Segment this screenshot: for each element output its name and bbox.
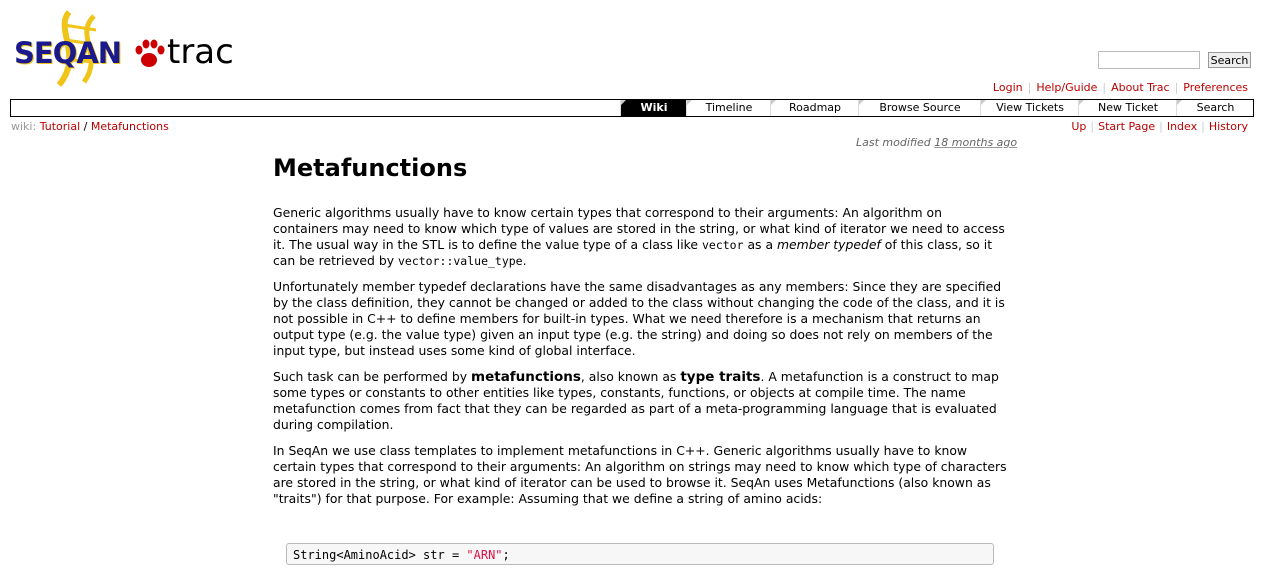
text: . A metafunction is a construct to map some types or constants to other entities like types, constants, functions, or objects at compile time. The name metafunction comes from fact that they can be regarded as part of a meta-programming language that is evaluated during compilation. bbox=[273, 369, 999, 432]
breadcrumb-label: wiki: bbox=[11, 120, 37, 133]
text: as a bbox=[743, 237, 777, 252]
bold-type-traits: type traits bbox=[680, 369, 761, 385]
paragraph-3 bbox=[273, 369, 1008, 433]
start-page-link[interactable]: Start Page bbox=[1098, 120, 1156, 133]
text: of this class, so it can be retrieved by bbox=[273, 237, 993, 268]
index-link[interactable]: Index bbox=[1166, 120, 1198, 133]
seqan-logo-text: SEQAN bbox=[14, 36, 122, 70]
text: Such task can be performed by bbox=[273, 369, 472, 384]
preferences-link[interactable]: Preferences bbox=[1183, 81, 1248, 94]
code-value-type: vector::value_type bbox=[397, 254, 523, 268]
tab-browse-source[interactable]: Browse Source bbox=[858, 100, 981, 116]
last-modified-prefix: Last modified bbox=[856, 136, 935, 149]
main-navigation bbox=[10, 99, 1254, 117]
search-form bbox=[1098, 51, 1200, 70]
tab-new-ticket[interactable]: New Ticket bbox=[1078, 100, 1177, 116]
code-text: ; bbox=[502, 548, 510, 562]
separator: | bbox=[1174, 81, 1179, 94]
paragraph-2: Unfortunately member typedef declarations have the same disadvantages as any members: Since they are specified by the class definition, they cannot be changed or added to the class without changing the code of the class, and it is not possible in C++ to define members for built-in types. What we need therefore is a mechanism that returns an output type (e.g. the value type) given an input type (e.g. the string) and doing so does not rely on members of the input type, but instead uses some kind of global interface. bbox=[273, 279, 1005, 358]
wiki-content bbox=[273, 150, 1008, 517]
separator: | bbox=[1159, 120, 1163, 133]
tab-timeline[interactable]: Timeline bbox=[686, 100, 771, 116]
trac-logo-text: trac bbox=[167, 32, 234, 72]
text: . bbox=[522, 253, 527, 268]
last-modified-age-link[interactable]: 18 months ago bbox=[934, 136, 1018, 149]
code-block bbox=[286, 543, 994, 565]
tab-view-tickets[interactable]: View Tickets bbox=[980, 100, 1079, 116]
separator: | bbox=[1027, 81, 1032, 94]
help-guide-link[interactable]: Help/Guide bbox=[1036, 81, 1098, 94]
context-navigation bbox=[1071, 120, 1248, 133]
code-text: String<AminoAcid> str = bbox=[293, 548, 467, 562]
about-trac-link[interactable]: About Trac bbox=[1111, 81, 1170, 94]
paragraph-4: In SeqAn we use class templates to implement metafunctions in C++. Generic algorithms usually have to know certain types that correspond to their arguments: An algorithm on strings may need to know which type of characters are stored in the string, or what kind of iterator can be used to browse it. SeqAn uses Metafunctions (also known as "traits") for that purpose. For example: Assuming that we define a string of amino acids: bbox=[273, 443, 1007, 506]
emphasis-member-typedef: member typedef bbox=[776, 237, 881, 252]
separator: | bbox=[1201, 120, 1205, 133]
tab-roadmap[interactable]: Roadmap bbox=[770, 100, 859, 116]
seqan-trac-logo[interactable] bbox=[14, 10, 234, 90]
history-link[interactable]: History bbox=[1208, 120, 1248, 133]
breadcrumb-separator: / bbox=[83, 120, 88, 133]
meta-navigation bbox=[993, 81, 1248, 94]
tab-wiki[interactable]: Wiki bbox=[620, 100, 687, 116]
tab-search[interactable]: Search bbox=[1176, 100, 1254, 116]
search-input[interactable] bbox=[1098, 51, 1200, 69]
last-modified bbox=[856, 136, 1017, 149]
separator: | bbox=[1102, 81, 1107, 94]
search-button[interactable]: Search bbox=[1208, 52, 1251, 68]
breadcrumb-tutorial[interactable]: Tutorial bbox=[39, 120, 81, 133]
page-title: Metafunctions bbox=[273, 154, 468, 182]
code-vector: vector bbox=[701, 238, 744, 252]
up-link[interactable]: Up bbox=[1071, 120, 1087, 133]
separator: | bbox=[1090, 120, 1095, 133]
text: , also known as bbox=[580, 369, 681, 384]
breadcrumb bbox=[11, 120, 169, 133]
text: Generic algorithms usually have to know certain types that correspond to their arguments: An algorithm on containers may need to know which type of values are stored in the string, or what kind of iterator we need to access it. The usual way in the STL is to define the value type of a class like bbox=[273, 205, 1005, 252]
paragraph-1 bbox=[273, 205, 1008, 269]
paw-icon bbox=[132, 38, 166, 72]
bold-metafunctions: metafunctions bbox=[471, 369, 581, 385]
breadcrumb-metafunctions[interactable]: Metafunctions bbox=[90, 120, 169, 133]
code-string: "ARN" bbox=[466, 548, 503, 562]
login-link[interactable]: Login bbox=[992, 81, 1023, 94]
